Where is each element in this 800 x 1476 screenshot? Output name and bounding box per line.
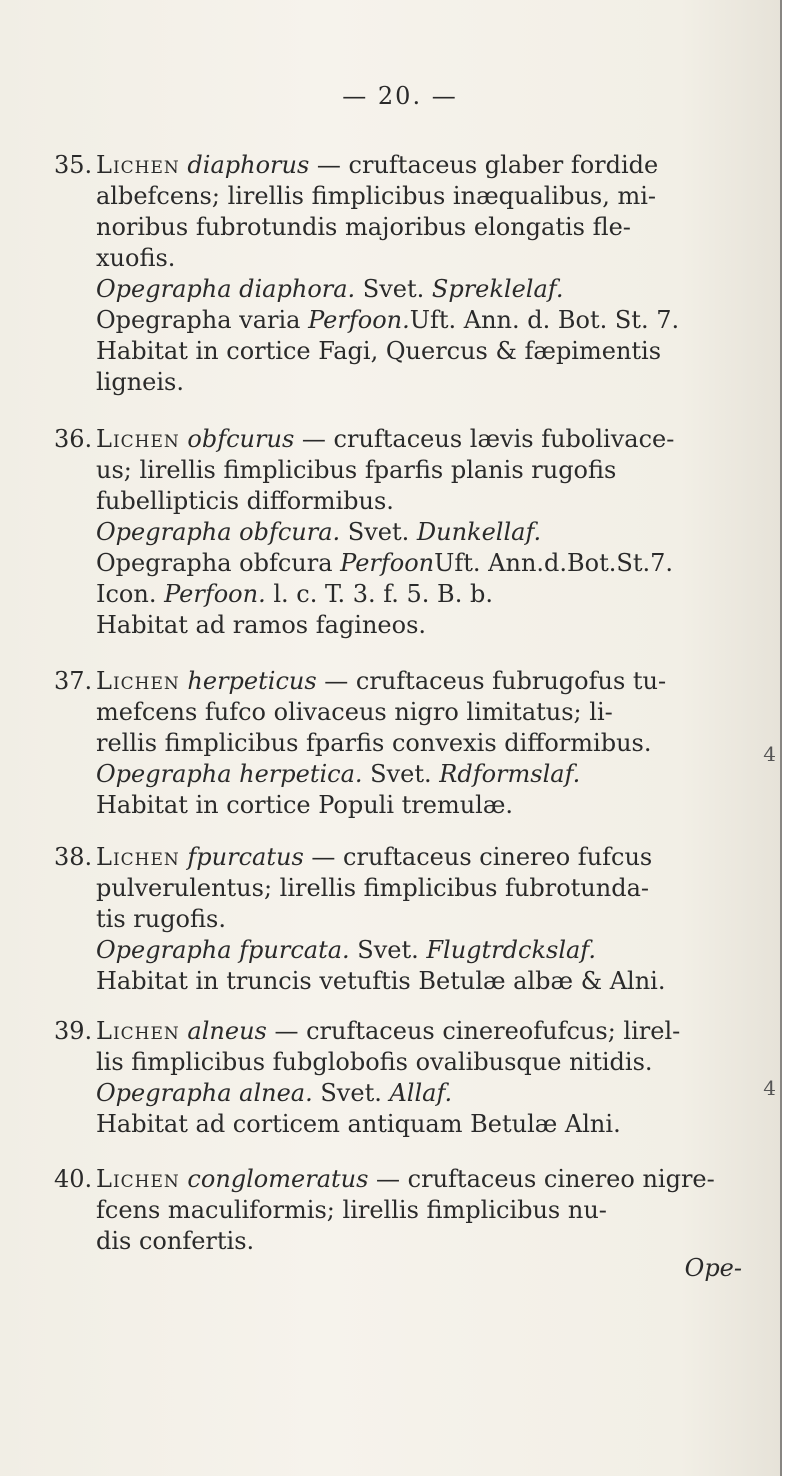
synonym: Opegrapha obfcura. (96, 518, 341, 546)
synonym-line (54, 759, 754, 790)
diagnosis-line: noribus fubrotundis majoribus elongatis fle- (96, 213, 631, 241)
icon-source: l. c. T. 3. f. 5. B. b. (265, 580, 493, 608)
genus: Lichen (96, 1165, 180, 1193)
synonym-lang: Svet. (355, 275, 432, 303)
diagnosis-start: — cruftaceus cinereofufcus; lirel- (266, 1017, 681, 1045)
icon-label: Icon. (96, 580, 165, 608)
reference-author: Perfoon (340, 549, 435, 577)
entry-37 (54, 666, 754, 821)
diagnosis-line: mefcens fufco olivaceus nigro limitatus; li- (96, 698, 613, 726)
synonym-lang: Svet. (362, 760, 440, 788)
synonym-line (54, 1078, 754, 1109)
synonym: Opegrapha diaphora. (96, 275, 356, 303)
habitat-line: Habitat ad ramos fagineos. (96, 611, 427, 639)
diagnosis-start: — cruftaceus cinereo nigre- (368, 1165, 715, 1193)
diagnosis-start: — cruftaceus lævis fubolivace- (294, 425, 675, 453)
genus: Lichen (96, 425, 180, 453)
diagnosis-line: us; lirellis fimplicibus fparfis planis rugofis (96, 456, 617, 484)
vernacular-name: Spreklelaf. (431, 275, 564, 303)
reference-line (54, 305, 754, 336)
page-margin (782, 0, 800, 1476)
synonym: Opegrapha herpetica. (96, 760, 363, 788)
habitat-line: Habitat in cortice Fagi, Quercus & fæpimentis (96, 337, 662, 365)
entry-heading (54, 666, 754, 697)
genus: Lichen (96, 843, 180, 871)
margin-mark: 4 (763, 742, 776, 766)
reference-name: Opegrapha varia (96, 306, 309, 334)
entry-35 (54, 150, 754, 398)
synonym-lang: Svet. (340, 518, 417, 546)
species: conglomeratus (187, 1165, 369, 1193)
vernacular-name: Allaf. (389, 1079, 453, 1107)
vernacular-name: Dunkellaf. (416, 518, 542, 546)
margin-mark: 4 (763, 1076, 776, 1100)
vernacular-name: Rdformslaf. (439, 760, 581, 788)
genus: Lichen (96, 1017, 180, 1045)
entry-number: 38. (54, 843, 93, 871)
icon-author: Perfoon. (164, 580, 266, 608)
entry-38 (54, 842, 754, 997)
reference-source: Uft. Ann.d.Bot.St.7. (434, 549, 673, 577)
entry-heading (54, 1016, 754, 1047)
habitat-line: ligneis. (96, 368, 184, 396)
entry-number: 39. (54, 1017, 93, 1045)
synonym: Opegrapha alnea. (96, 1079, 313, 1107)
diagnosis-line: rellis fimplicibus fparfis convexis difformibus. (96, 729, 652, 757)
entry-40 (54, 1164, 754, 1257)
reference-source: Uft. Ann. d. Bot. St. 7. (409, 306, 680, 334)
entry-36 (54, 424, 754, 641)
species: diaphorus (187, 151, 310, 179)
entry-number: 37. (54, 667, 93, 695)
entry-heading (54, 424, 754, 455)
synonym-line (54, 274, 754, 305)
diagnosis-line: xuofis. (96, 244, 176, 272)
synonym-lang: Svet. (349, 936, 427, 964)
synonym: Opegrapha fpurcata. (96, 936, 350, 964)
species: fpurcatus (187, 843, 304, 871)
diagnosis-line: lis fimplicibus fubglobofis ovalibusque nitidis. (96, 1048, 653, 1076)
diagnosis-start: — cruftaceus cinereo fufcus (303, 843, 653, 871)
entry-number: 40. (54, 1165, 93, 1193)
entry-number: 36. (54, 425, 93, 453)
vernacular-name: Flugtrdckslaf. (426, 936, 596, 964)
habitat-line: Habitat in truncis vetuftis Betulæ albæ & Alni. (96, 967, 666, 995)
species: herpeticus (187, 667, 317, 695)
entry-heading (54, 1164, 754, 1195)
entry-heading (54, 150, 754, 181)
entry-39 (54, 1016, 754, 1140)
reference-line (54, 548, 754, 579)
habitat-line: Habitat ad corticem antiquam Betulæ Alni. (96, 1110, 621, 1138)
diagnosis-line: pulverulentus; lirellis fimplicibus fubrotunda- (96, 874, 649, 902)
diagnosis-line: fcens maculiformis; lirellis fimplicibus nu- (96, 1196, 607, 1224)
diagnosis-line: tis rugofis. (96, 905, 226, 933)
diagnosis-line: albefcens; lirellis fimplicibus inæqualibus, mi- (96, 182, 657, 210)
diagnosis-line: fubellipticis difformibus. (96, 487, 394, 515)
species: alneus (187, 1017, 267, 1045)
species: obfcurus (187, 425, 295, 453)
page-number: — 20. — (342, 82, 458, 110)
reference-author: Perfoon. (308, 306, 410, 334)
entry-number: 35. (54, 151, 93, 179)
genus: Lichen (96, 667, 180, 695)
habitat-line: Habitat in cortice Populi tremulæ. (96, 791, 514, 819)
catchword: Ope- (684, 1254, 742, 1282)
diagnosis-line: dis confertis. (96, 1227, 255, 1255)
reference-name: Opegrapha obfcura (96, 549, 341, 577)
synonym-line (54, 517, 754, 548)
entry-heading (54, 842, 754, 873)
synonym-line (54, 935, 754, 966)
diagnosis-start: — cruftaceus fubrugofus tu- (316, 667, 667, 695)
synonym-lang: Svet. (312, 1079, 390, 1107)
icon-reference-line (54, 579, 754, 610)
genus: Lichen (96, 151, 180, 179)
diagnosis-start: — cruftaceus glaber fordide (309, 151, 659, 179)
